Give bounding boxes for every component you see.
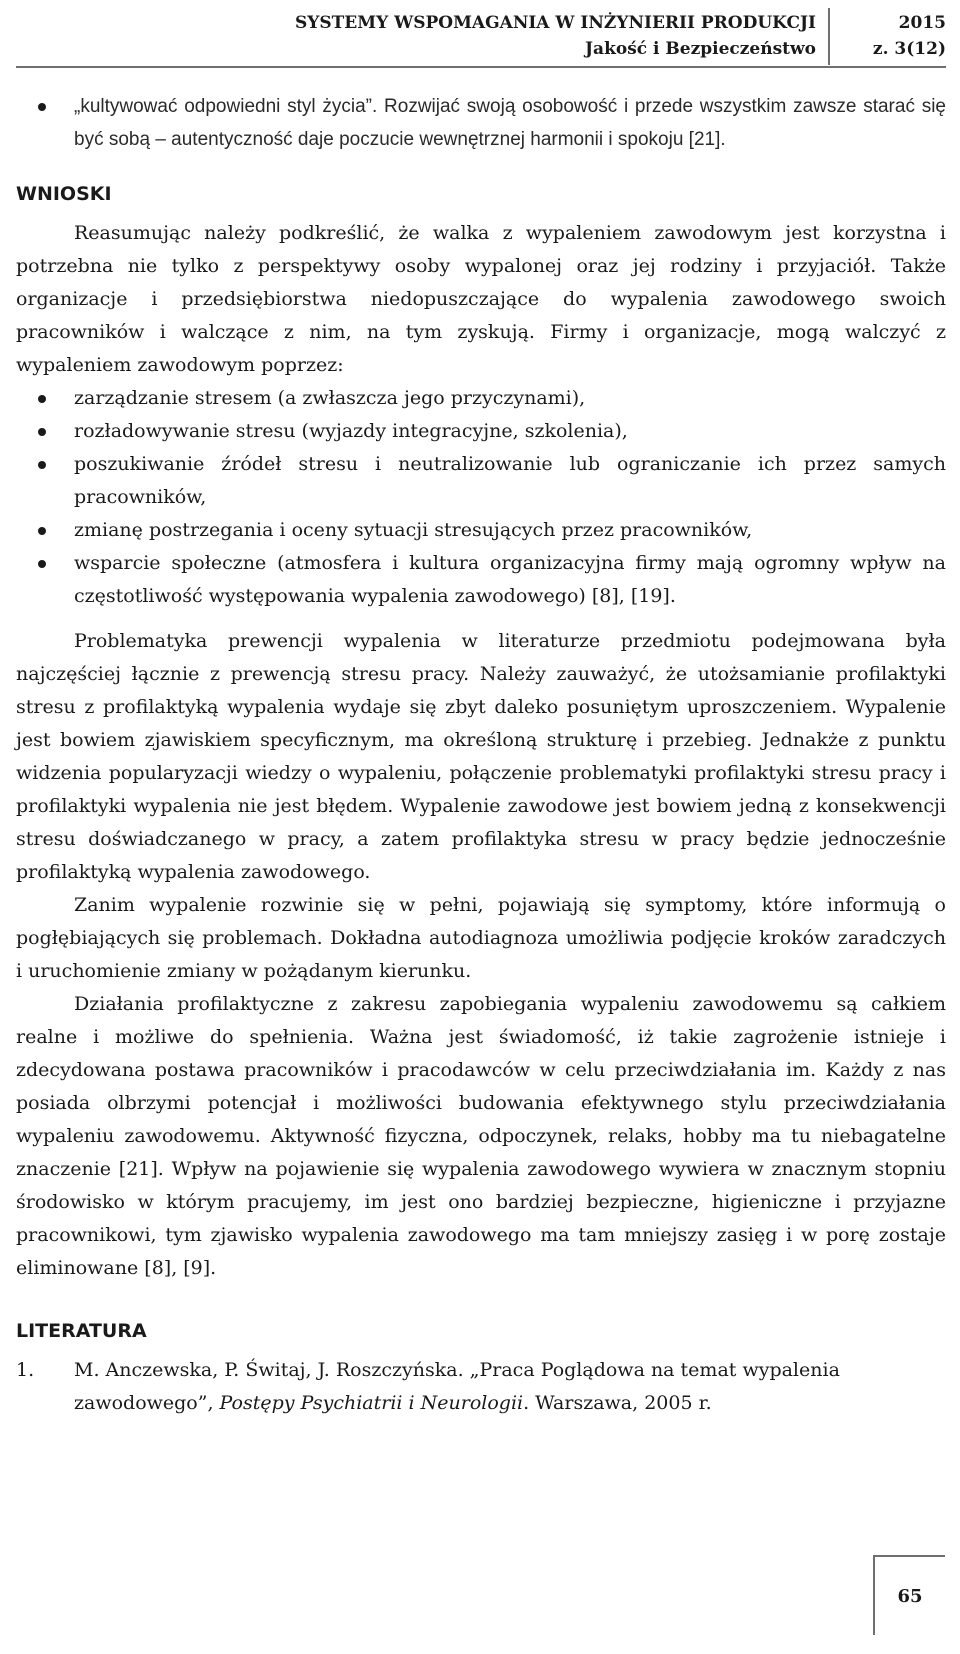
reference-list	[16, 1354, 946, 1420]
journal-title-line1: SYSTEMY WSPOMAGANIA W INŻYNIERII PRODUKCJI	[294, 13, 816, 33]
page-header	[16, 8, 946, 68]
reference-tail: . Warszawa, 2005 r.	[523, 1392, 712, 1414]
list-item	[16, 90, 946, 156]
paragraph: Reasumując należy podkreślić, że walka z wypaleniem zawodowym jest korzystna i potrzebna nie tylko z perspektywy osoby wypalonej oraz jej rodziny i przyjaciół. Także organizacje i przedsiębiorstwa niedopuszczające do wypalenia zawodowego swoich pracowników i walczące z nim, na tym zyskują. Firmy i organizacje, mogą walczyć z wypaleniem zawodowym poprzez:	[16, 222, 946, 376]
bullet-text: zmianę postrzegania i oceny sytuacji stresujących przez pracowników,	[74, 519, 753, 541]
paragraph: Problematyka prewencji wypalenia w literaturze przedmiotu podejmowana była najczęściej łącznie z prewencją stresu pracy. Należy zauważyć, że utożsamianie profilaktyki stresu z profilaktyką wypalenia wydaje się zbyt daleko posuniętym uproszczeniem. Wypalenie jest bowiem zjawiskiem specyficznym, ma określoną strukturę i przebieg. Jednakże z punktu widzenia popularyzacji wiedzy o wypaleniu, połączenie problematyki profilaktyki stresu pracy i profilaktyki wypalenia nie jest błędem. Wypalenie zawodowe jest bowiem jedną z konsekwencji stresu doświadczanego w pracy, a zatem profilaktyka stresu w pracy będzie jednocześnie profilaktyką wypalenia zawodowego.	[16, 630, 946, 883]
measures-bullet-list	[16, 382, 946, 613]
bullet-text: wsparcie społeczne (atmosfera i kultura organizacyjna firmy mają ogromny wpływ na częstotliwość występowania wypalenia zawodowego) [8], [19].	[74, 552, 946, 607]
bullet-icon	[38, 395, 46, 403]
list-item	[16, 514, 946, 547]
section-heading-literatura: LITERATURA	[16, 1320, 147, 1342]
bullet-icon	[38, 560, 46, 568]
issue-number: z. 3(12)	[872, 39, 946, 59]
list-item	[16, 415, 946, 448]
bullet-icon	[38, 527, 46, 535]
page-number	[873, 1555, 945, 1635]
intro-bullet-list	[16, 90, 946, 156]
list-item	[16, 382, 946, 415]
reference-journal: Postępy Psychiatrii i Neurologii	[219, 1392, 524, 1414]
section-heading-wnioski: WNIOSKI	[16, 183, 112, 205]
list-item	[16, 547, 946, 613]
journal-title	[295, 10, 816, 62]
paragraph: Działania profilaktyczne z zakresu zapobiegania wypaleniu zawodowemu są całkiem realne i możliwe do spełnienia. Ważna jest świadomość, iż takie zagrożenie istnieje i zdecydowana postawa pracowników i pracodawców w celu przeciwdziałania im. Każdy z nas posiada olbrzymi potencjał i możliwości budowania efektywnego stylu przeciwdziałania wypaleniu zawodowemu. Aktywność fizyczna, odpoczynek, relaks, hobby ma tu niebagatelne znaczenie [21]. Wpływ na pojawienie się wypalenia zawodowego wywiera w znacznym stopniu środowisko w którym pracujemy, im jest ono bardziej bezpieczne, higieniczne i przyjazne pracownikowi, tym zjawisko wypalenia zawodowego ma tam mniejszy zasięg i w porę zostaje eliminowane [8], [9].	[16, 993, 946, 1279]
page-number-text: 65	[897, 1585, 923, 1607]
bullet-icon	[38, 428, 46, 436]
reference-number: 1.	[16, 1359, 35, 1381]
issue-box	[828, 8, 946, 65]
bullet-icon	[38, 103, 46, 111]
issue-year: 2015	[898, 13, 946, 33]
bullet-text: zarządzanie stresem (a zwłaszcza jego przyczynami),	[74, 387, 586, 409]
journal-title-line2: Jakość i Bezpieczeństwo	[585, 39, 816, 59]
bullet-text: „kultywować odpowiedni styl życia”. Rozwijać swoją osobowość i przede wszystkim zawsze starać się być sobą – autentyczność daje poczucie wewnętrznej harmonii i spokoju [21].	[74, 96, 946, 150]
bullet-text: poszukiwanie źródeł stresu i neutralizowanie lub ograniczanie ich przez samych pracowników,	[74, 453, 946, 508]
reference-text: M. Anczewska, P. Świtaj, J. Roszczyńska. „Praca Poglądowa na temat wypalenia zawodowego”,	[74, 1359, 840, 1414]
paragraph: Zanim wypalenie rozwinie się w pełni, pojawiają się symptomy, które informują o pogłębiających się problemach. Dokładna autodiagnoza umożliwia podjęcie kroków zaradczych i uruchomienie zmiany w pożądanym kierunku.	[16, 894, 946, 982]
list-item	[16, 448, 946, 514]
article-body	[16, 90, 946, 1420]
bullet-icon	[38, 461, 46, 469]
bullet-text: rozładowywanie stresu (wyjazdy integracyjne, szkolenia),	[74, 420, 628, 442]
reference-item	[16, 1354, 946, 1420]
